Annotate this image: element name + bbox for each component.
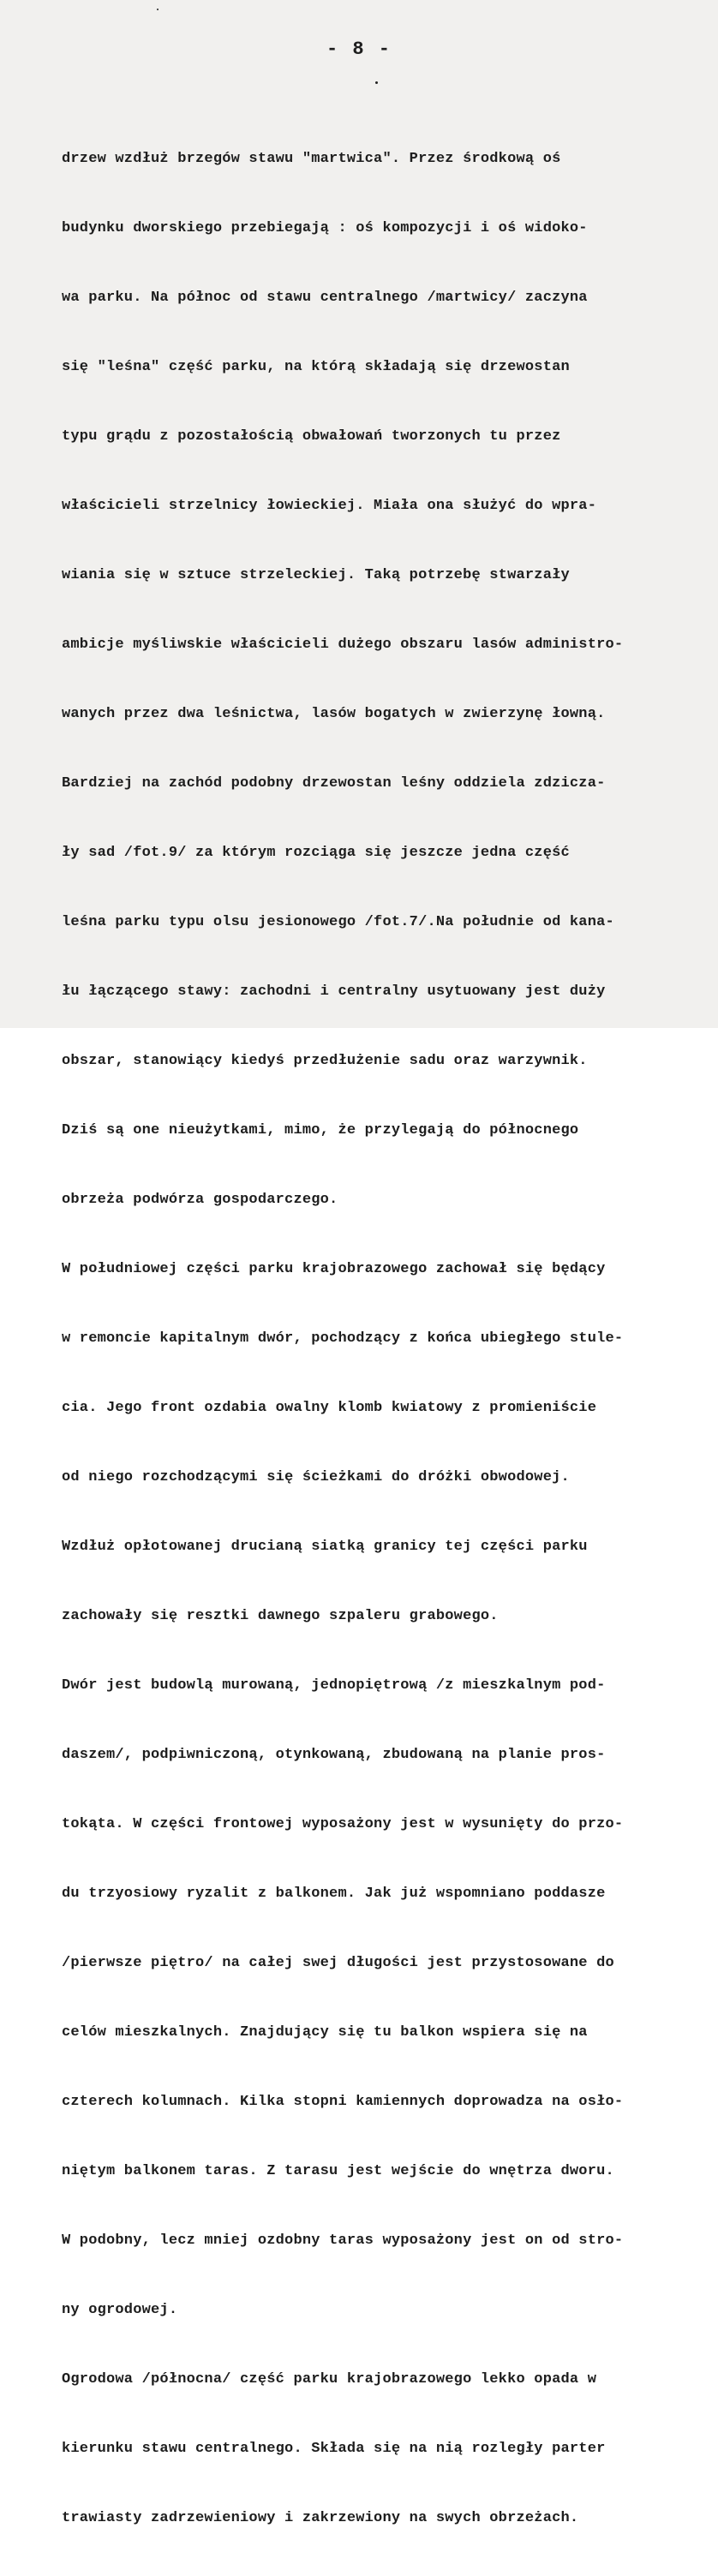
text-line: W południowej części parku krajobrazowego zachował się będący	[62, 1261, 606, 1277]
text-line: właścicieli strzelnicy łowieckiej. Miała ona służyć do wpra-	[62, 498, 597, 514]
text-line: Bardziej na zachód podobny drzewostan leśny oddziela zdzicza-	[62, 775, 606, 792]
text-line: łu łączącego stawy: zachodni i centralny usytuowany jest duży	[62, 983, 606, 1000]
text-line: czterech kolumnach. Kilka stopni kamiennych doprowadza na osło-	[62, 2094, 624, 2110]
text-line: W podobny, lecz mniej ozdobny taras wyposażony jest on od stro-	[62, 2232, 624, 2249]
text-line: ambicje myśliwskie właścicieli dużego obszaru lasów administro-	[62, 637, 624, 653]
text-line: zachowały się resztki dawnego szpaleru grabowego.	[62, 1608, 499, 1624]
text-line: Dwór jest budowlą murowaną, jednopiętrową /z mieszkalnym pod-	[62, 1677, 606, 1694]
text-line: wiania się w sztuce strzeleckiej. Taką potrzebę stwarzały	[62, 567, 570, 583]
text-line: niętym balkonem taras. Z tarasu jest wejście do wnętrza dworu.	[62, 2163, 614, 2179]
text-line: kierunku stawu centralnego. Składa się na nią rozległy parter	[62, 2441, 606, 2457]
text-line: Ogrodowa /północna/ część parku krajobrazowego lekko opada w	[62, 2371, 597, 2388]
text-line: w remoncie kapitalnym dwór, pochodzący z końca ubiegłego stule-	[62, 1330, 624, 1347]
text-line: obszar, stanowiący kiedyś przedłużenie sadu oraz warzywnik.	[62, 1053, 588, 1069]
text-line: tokąta. W części frontowej wyposażony jest w wysunięty do przo-	[62, 1816, 624, 1832]
text-line: /pierwsze piętro/ na całej swej długości jest przystosowane do	[62, 1955, 614, 1971]
text-line: leśna parku typu olsu jesionowego /fot.7/.Na południe od kana-	[62, 914, 614, 930]
text-line: wa parku. Na północ od stawu centralnego /martwicy/ zaczyna	[62, 290, 588, 306]
body-text	[62, 101, 661, 2576]
ink-speck	[375, 81, 378, 84]
text-line: trawiasty zadrzewieniowy i zakrzewiony na swych obrzeżach.	[62, 2510, 579, 2526]
text-line: Wzdłuż opłotowanej drucianą siatką granicy tej części parku	[62, 1539, 588, 1555]
page-number: - 8 -	[326, 39, 392, 60]
text-line: obrzeża podwórza gospodarczego.	[62, 1192, 338, 1208]
text-line: daszem/, podpiwniczoną, otynkowaną, zbudowaną na planie pros-	[62, 1747, 606, 1763]
ink-speck	[157, 9, 159, 10]
text-line: od niego rozchodzącymi się ścieżkami do dróżki obwodowej.	[62, 1469, 570, 1485]
text-line: cia. Jego front ozdabia owalny klomb kwiatowy z promieniście	[62, 1400, 597, 1416]
text-line: ny ogrodowej.	[62, 2302, 178, 2318]
text-line: du trzyosiowy ryzalit z balkonem. Jak już wspomniano poddasze	[62, 1886, 606, 1902]
text-line: Dziś są one nieużytkami, mimo, że przylegają do północnego	[62, 1122, 579, 1139]
text-line: typu grądu z pozostałością obwałowań tworzonych tu przez	[62, 428, 561, 445]
text-line: ły sad /fot.9/ za którym rozciąga się jeszcze jedna część	[62, 845, 570, 861]
text-line: się "leśna" część parku, na którą składają się drzewostan	[62, 359, 570, 375]
text-line: celów mieszkalnych. Znajdujący się tu balkon wspiera się na	[62, 2024, 588, 2041]
text-line: budynku dworskiego przebiegają : oś kompozycji i oś widoko-	[62, 220, 588, 236]
text-line: drzew wzdłuż brzegów stawu "martwica". Przez środkową oś	[62, 151, 561, 167]
text-line: wanych przez dwa leśnictwa, lasów bogatych w zwierzynę łowną.	[62, 706, 606, 722]
